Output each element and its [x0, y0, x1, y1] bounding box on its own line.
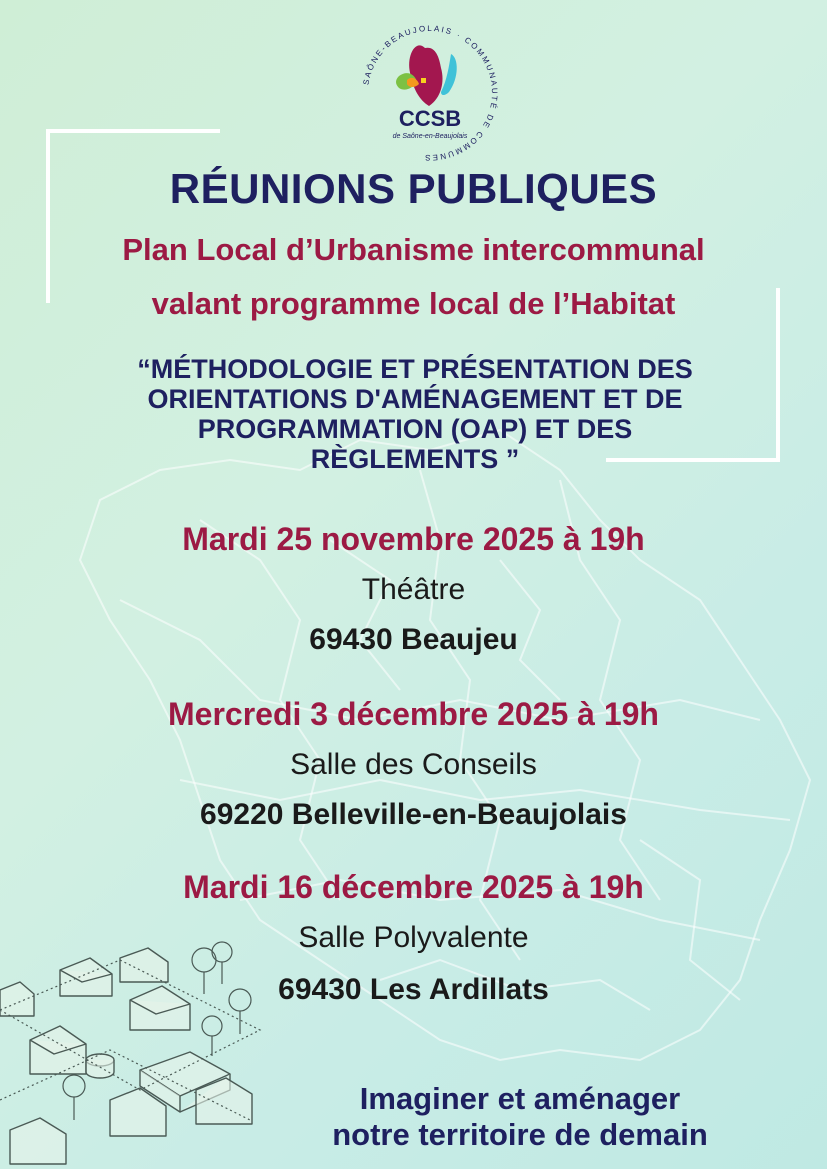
ccsb-logo — [355, 18, 505, 168]
meeting-1-date: Mardi 25 novembre 2025 à 19h — [182, 521, 645, 557]
meeting-3-city: 69430 Les Ardillats — [278, 973, 549, 1006]
theme-line: PROGRAMMATION (OAP) ET DES — [197, 414, 633, 444]
subtitle-line-2: valant programme local de l’Habitat — [151, 286, 676, 321]
meeting-2-date: Mercredi 3 décembre 2025 à 19h — [168, 696, 659, 732]
theme-line: RÈGLEMENTS ” — [310, 444, 520, 474]
logo-ring-text: SAÔNE-BEAUJOLAIS · COMMUNAUTÉ DE COMMUNES — [361, 23, 500, 163]
theme-line: ORIENTATIONS D'AMÉNAGEMENT ET DE — [147, 384, 683, 414]
village-illustration — [0, 930, 300, 1169]
page-title: RÉUNIONS PUBLIQUES — [169, 165, 658, 212]
logo-name: CCSB — [398, 106, 462, 131]
frame-corner-top-left — [46, 129, 220, 133]
meeting-2-city: 69220 Belleville-en-Beaujolais — [200, 798, 627, 831]
logo-tagline: de Saône-en-Beaujolais — [392, 133, 468, 140]
subtitle-line-1: Plan Local d’Urbanisme intercommunal — [122, 232, 705, 267]
meeting-3-venue: Salle Polyvalente — [298, 921, 529, 954]
slogan — [300, 1081, 740, 1153]
slogan-line-2: notre territoire de demain — [332, 1117, 708, 1152]
meeting-3-date: Mardi 16 décembre 2025 à 19h — [183, 869, 644, 905]
frame-corner-top-left-vertical — [46, 129, 50, 303]
meeting-1-venue: Théâtre — [361, 573, 466, 606]
slogan-line-1: Imaginer et aménager — [359, 1081, 681, 1116]
meeting-2-venue: Salle des Conseils — [290, 748, 537, 781]
meeting-1-city: 69430 Beaujeu — [309, 623, 518, 656]
theme-line: “MÉTHODOLOGIE ET PRÉSENTATION DES — [137, 354, 693, 384]
meeting-theme — [60, 354, 770, 474]
